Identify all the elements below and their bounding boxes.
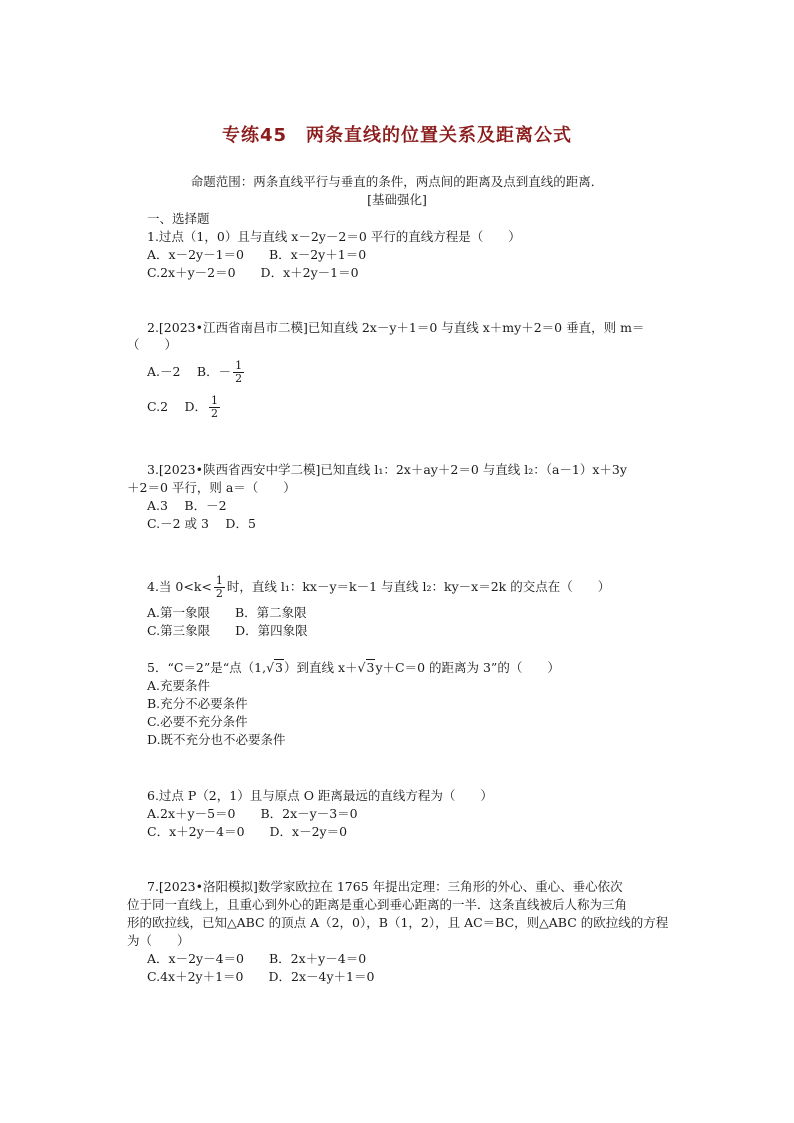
q2-option-cd (147, 393, 222, 421)
scope-text: 命题范围：两条直线平行与垂直的条件，两点间的距离及点到直线的距离． (190, 174, 604, 189)
q5-sqrt-value-1: 3 (275, 660, 283, 675)
fraction-denominator: 2 (215, 587, 223, 600)
fraction-numerator: 1 (215, 574, 223, 587)
q2-stem-line2: （ ） (127, 337, 178, 352)
fraction-denominator: 2 (211, 407, 219, 420)
q4-stem-pre: 4.当 0<k< (147, 579, 212, 594)
q7-options-cd: C.4x＋2y＋1＝0 D．2x－4y＋1＝0 (147, 969, 375, 984)
q3-stem-line2: ＋2＝0 平行，则 a＝（ ） (127, 480, 296, 495)
q5-option-b: B.充分不必要条件 (147, 696, 248, 711)
q1-options-cd: C.2x＋y－2＝0 D．x＋2y－1＝0 (147, 265, 359, 280)
q4-stem-post: 时，直线 l₁：kx－y＝k－1 与直线 l₂：ky－x＝2k 的交点在（ ） (226, 579, 611, 594)
fraction-denominator: 2 (235, 372, 243, 385)
level-label: [基础强化] (367, 192, 427, 207)
q7-stem-line4: 为（ ） (127, 933, 190, 948)
q4-options-cd: C.第三象限 D．第四象限 (147, 623, 308, 638)
q2-option-b-fraction (233, 360, 244, 385)
q1-stem: 1.过点（1，0）且与直线 x－2y－2＝0 平行的直线方程是（ ） (147, 229, 521, 244)
q2-option-ab (147, 358, 246, 386)
q5-stem-part2: ）到直线 x＋ (284, 660, 358, 675)
page-title: 专练45 两条直线的位置关系及距离公式 (221, 125, 573, 146)
q6-options-cd: C．x＋2y－4＝0 D．x－2y＝0 (147, 824, 348, 839)
q3-options-ab: A.3 B．－2 (147, 498, 227, 513)
q5-stem-part1: 5．“C＝2”是“点（1, (147, 660, 267, 675)
q7-stem-line3: 形的欧拉线，已知△ABC 的顶点 A（2，0），B（1，2），且 AC＝BC，则△ABC 的欧拉线的方程 (127, 915, 669, 930)
fraction-numerator: 1 (211, 394, 219, 407)
q2-option-d-fraction (209, 395, 220, 420)
q3-options-cd: C.－2 或 3 D．5 (147, 516, 256, 531)
q5-option-a: A.充要条件 (147, 678, 211, 693)
q6-options-ab: A.2x＋y－5＝0 B．2x－y－3＝0 (147, 806, 358, 821)
q7-stem-line2: 位于同一直线上，且重心到外心的距离是重心到垂心距离的一半．这条直线被后人称为三角 (127, 897, 628, 912)
q5-stem-part3: y＋C＝0 的距离为 3”的（ ） (375, 660, 560, 675)
section-heading: 一、选择题 (147, 211, 210, 226)
q2-stem-line1: 2.[2023•江西省南昌市二模]已知直线 2x－y＋1＝0 与直线 x＋my＋2＝0 垂直，则 m＝ (147, 320, 645, 335)
q7-options-ab: A．x－2y－4＝0 B．2x＋y－4＝0 (147, 951, 367, 966)
q1-options-ab: A．x－2y－1＝0 B．x－2y＋1＝0 (147, 247, 367, 262)
q7-stem-line1: 7.[2023•洛阳模拟]数学家欧拉在 1765 年提出定理：三角形的外心、重心、垂心依次 (147, 879, 623, 894)
q4-options-ab: A.第一象限 B．第二象限 (147, 605, 307, 620)
q4-stem (147, 572, 610, 602)
q5-option-d: D.既不充分也不必要条件 (147, 732, 286, 747)
q5-stem (147, 660, 560, 676)
q4-fraction (214, 575, 225, 600)
fraction-numerator: 1 (235, 359, 243, 372)
q2-option-ab-text: A.－2 B．－ (147, 364, 232, 379)
q6-stem: 6.过点 P（2，1）且与原点 O 距离最远的直线方程为（ ） (147, 788, 493, 803)
q2-option-cd-text: C.2 D． (147, 399, 208, 414)
q5-option-c: C.必要不充分条件 (147, 714, 248, 729)
q3-stem-line1: 3.[2023•陕西省西安中学二模]已知直线 l₁：2x＋ay＋2＝0 与直线 l₂：（a－1）x＋3y (147, 462, 627, 477)
q5-sqrt-value-2: 3 (366, 660, 375, 675)
sqrt-icon: √ (357, 660, 366, 675)
sqrt-icon: √ (266, 660, 275, 675)
